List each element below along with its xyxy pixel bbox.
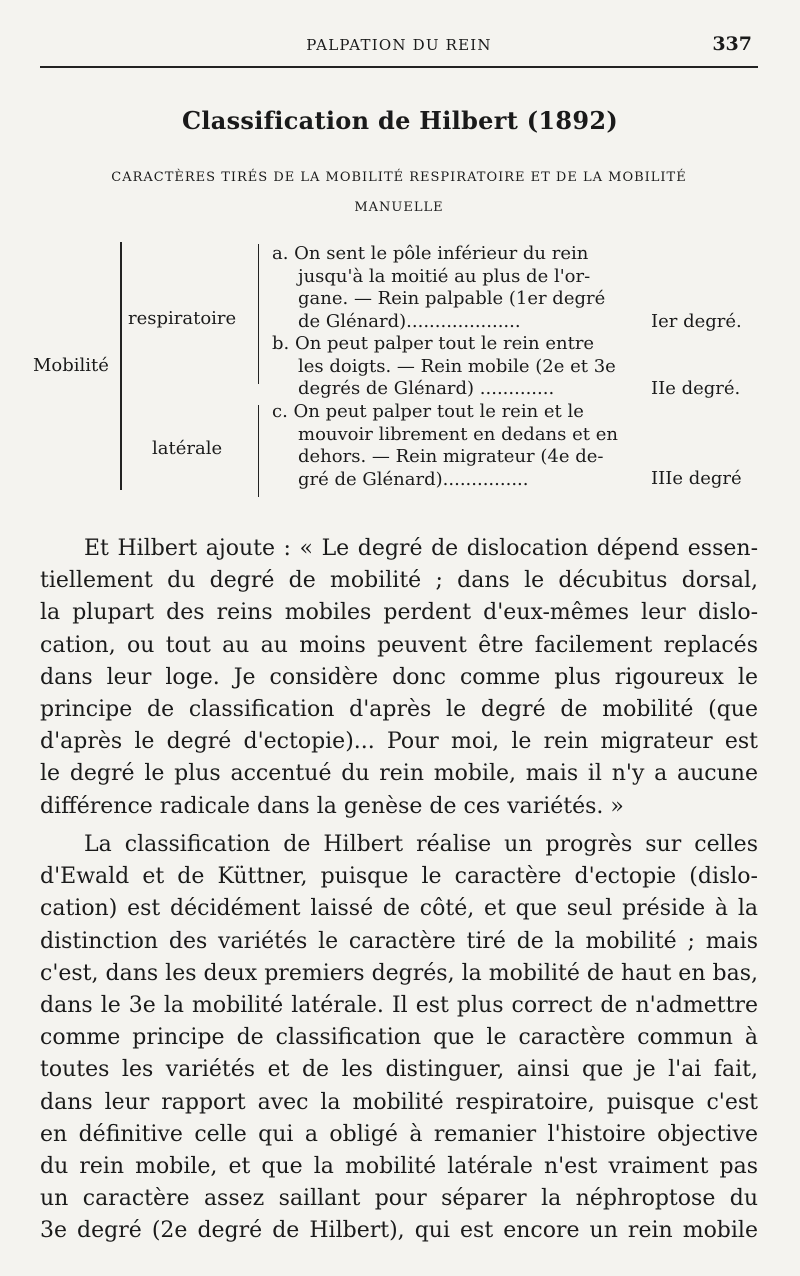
item-line: gré de Glénard)............... [298,468,529,490]
paragraph-line: la plupart des reins mobiles perdent d'eux-mêmes leur dislo- [40,600,758,626]
paragraph-line: principe de classification d'après le degré de mobilité (que [40,697,758,723]
item-line: les doigts. — Rein mobile (2e et 3e [298,355,616,377]
subtitle-line-1: CARACTÈRES TIRÉS DE LA MOBILITÉ RESPIRATOIRE ET DE LA MOBILITÉ [111,170,687,185]
paragraph-line: cation, ou tout au au moins peuvent être facilement replacés [40,632,758,658]
item-line: dehors. — Rein migrateur (4e de- [298,446,604,467]
paragraph-line: du rein mobile, et que la mobilité latérale n'est vraiment pas [40,1154,758,1180]
paragraph-line: La classification de Hilbert réalise un progrès sur celles [84,832,758,857]
brace-laterale [258,405,259,497]
degree-label-1: Ier degré. [651,311,742,332]
item-line: de Glénard).................... [298,310,521,332]
paragraph-commentary [40,829,758,1248]
paragraph-line: en définitive celle qui a obligé à remanier l'histoire objective [40,1121,758,1147]
paragraph-line: Et Hilbert ajoute : « Le degré de dislocation dépend essen- [84,536,758,561]
paragraph-line: un caractère assez saillant pour séparer la néphroptose du [40,1186,758,1212]
item-line: degrés de Glénard) ............. [298,378,555,399]
classification-subtitle [40,163,758,223]
item-line: a. On sent le pôle inférieur du rein [272,243,589,264]
running-header [40,30,758,68]
brace-respiratoire [258,244,259,384]
paragraph-line: d'après le degré d'ectopie)... Pour moi, le rein migrateur est [40,729,758,755]
paragraph-line: dans le 3e la mobilité latérale. Il est plus correct de n'admettre [40,993,758,1019]
paragraph-line: dans leur rapport avec la mobilité respiratoire, puisque c'est [40,1089,758,1115]
paragraph-line: dans leur loge. Je considère donc comme plus rigoureux le [40,664,758,690]
paragraph-line: comme principe de classification que le caractère commun à [40,1025,758,1051]
item-line: mouvoir librement en dedans et en [298,423,618,445]
item-line: jusqu'à la moitié au plus de l'or- [298,265,591,287]
classification-title: Classification de Hilbert (1892) [181,106,619,135]
degree-label-3: IIIe degré [651,468,742,489]
label-respiratoire: respiratoire [128,308,237,329]
paragraph-line: distinction des variétés le caractère tiré de la mobilité ; mais [40,928,758,954]
running-title: PALPATION DU REIN [306,36,492,54]
subtitle-line-2: MANUELLE [354,200,444,215]
label-mobilite: Mobilité [33,355,109,376]
label-laterale: latérale [152,438,223,459]
classification-item-b [272,333,616,401]
paragraph-line: d'Ewald et de Küttner, puisque le caractère d'ectopie (dislo- [40,864,758,890]
paragraph-line: 3e degré (2e degré de Hilbert), qui est encore un rein mobile [40,1218,758,1244]
item-line: gane. — Rein palpable (1er degré [298,288,606,309]
paragraph-line: différence radicale dans la genèse de ces variétés. » [40,793,624,819]
classification-item-c [272,401,618,491]
item-line: b. On peut palper tout le rein entre [272,333,595,354]
paragraph-line: toutes les variétés et de les distinguer, ainsi que je l'ai fait, [40,1057,758,1083]
paragraph-hilbert-quote [40,533,758,823]
classification-item-a [272,243,605,333]
paragraph-line: tiellement du degré de mobilité ; dans le décubitus dorsal, [40,568,758,594]
paragraph-line: le degré le plus accentué du rein mobile, mais il n'y a aucune [40,761,758,787]
degree-label-2: IIe degré. [651,378,741,399]
paragraph-line: c'est, dans les deux premiers degrés, la mobilité de haut en bas, [40,960,758,986]
paragraph-line: cation) est décidément laissé de côté, et que seul préside à la [40,896,758,922]
page-number: 337 [712,33,752,55]
brace-mobilite [120,242,122,490]
item-line: c. On peut palper tout le rein et le [272,401,584,422]
